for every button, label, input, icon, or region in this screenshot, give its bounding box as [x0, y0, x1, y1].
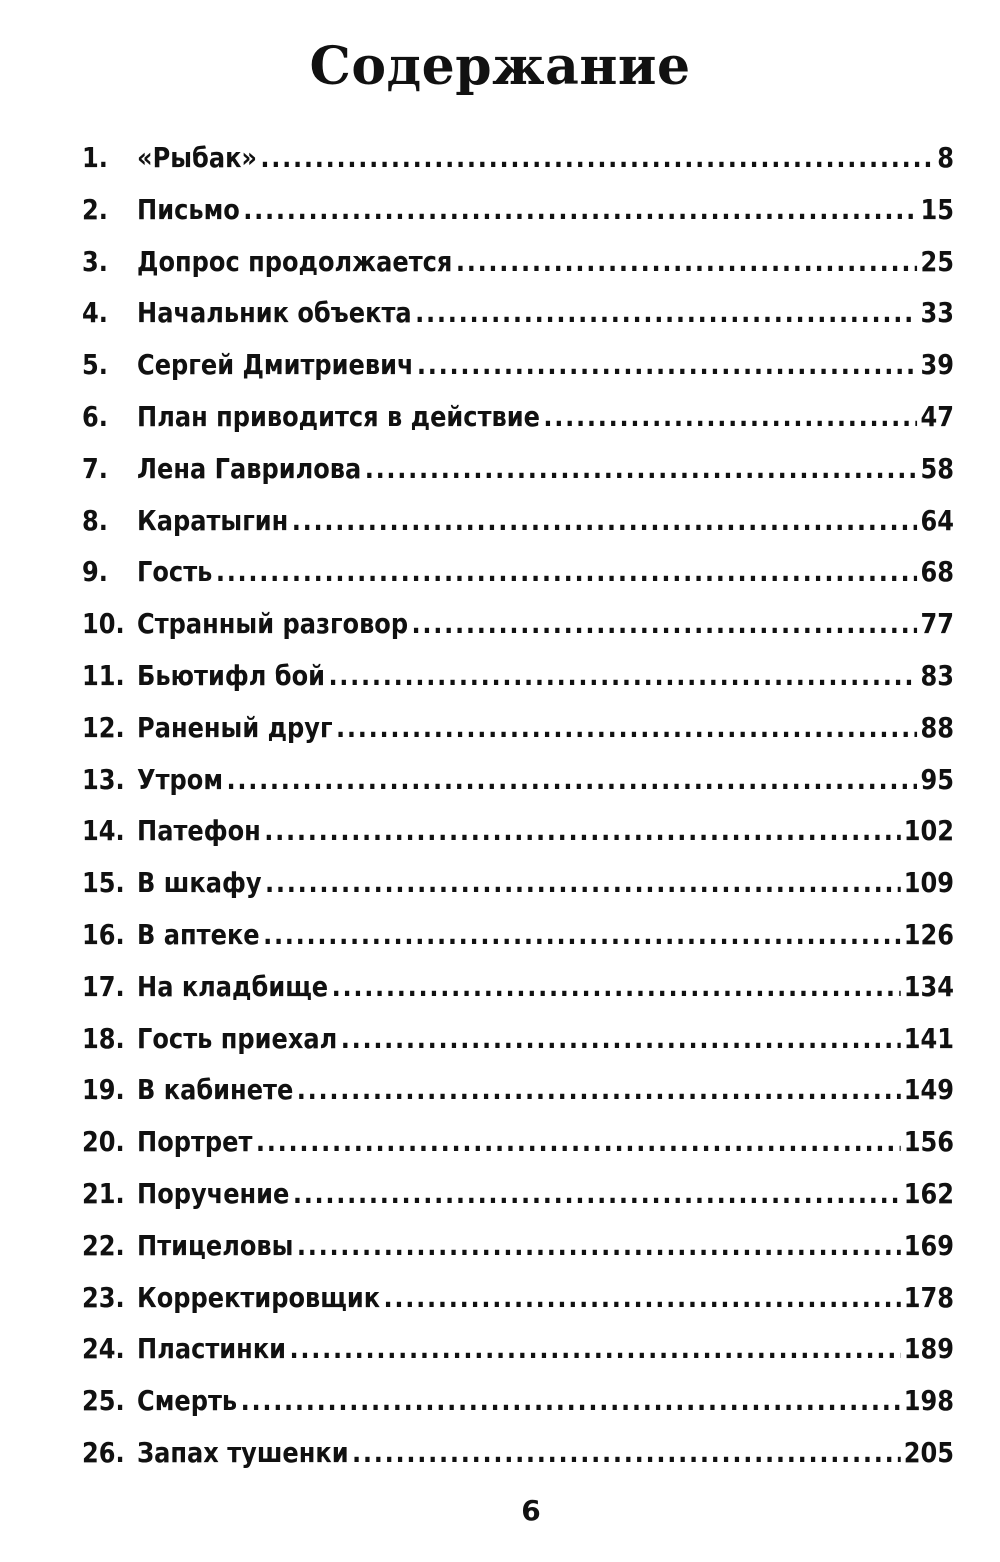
table-of-contents: [82, 132, 954, 1479]
entry-number: 5.: [82, 348, 108, 382]
entry-title: Каратыгин: [137, 503, 289, 537]
toc-entry: [82, 339, 954, 391]
entry-page-number: 64: [920, 503, 955, 537]
toc-entry: [82, 132, 954, 184]
dot-leader: [216, 546, 917, 598]
entry-title: На кладбище: [137, 969, 329, 1003]
dot-leader: [543, 391, 917, 443]
entry-page-number: 169: [903, 1228, 955, 1262]
toc-entry: [82, 805, 954, 857]
dot-leader: [289, 1323, 900, 1375]
entry-number: 26.: [82, 1435, 125, 1469]
toc-entry: [82, 754, 954, 806]
toc-entry: [82, 1272, 954, 1324]
entry-number: 20.: [82, 1125, 125, 1159]
dot-leader: [256, 1116, 900, 1168]
entry-page-number: 47: [920, 399, 955, 433]
dot-leader: [456, 236, 917, 288]
entry-number: 11.: [82, 658, 125, 692]
dot-leader: [260, 132, 933, 184]
entry-number: 13.: [82, 762, 125, 796]
entry-page-number: 205: [903, 1435, 955, 1469]
entry-title: Патефон: [137, 814, 261, 848]
dot-leader: [341, 1013, 901, 1065]
dot-leader: [365, 443, 917, 495]
toc-entry: [82, 236, 954, 288]
entry-page-number: 156: [903, 1125, 955, 1159]
dot-leader: [384, 1272, 901, 1324]
entry-page-number: 8: [937, 141, 955, 174]
entry-number: 18.: [82, 1021, 125, 1055]
dot-leader: [243, 184, 917, 236]
dot-leader: [332, 961, 901, 1013]
dot-leader: [226, 754, 917, 806]
entry-number: 3.: [82, 244, 108, 278]
toc-entry: [82, 391, 954, 443]
entry-number: 25.: [82, 1384, 125, 1418]
toc-entry: [82, 909, 954, 961]
dot-leader: [417, 339, 917, 391]
entry-number: 16.: [82, 917, 125, 951]
toc-entry: [82, 1116, 954, 1168]
dot-leader: [263, 909, 900, 961]
entry-title: Запах тушенки: [137, 1435, 349, 1469]
entry-page-number: 68: [920, 555, 955, 589]
dot-leader: [352, 1427, 900, 1479]
entry-number: 10.: [82, 607, 125, 641]
toc-entry: [82, 1013, 954, 1065]
toc-entry: [82, 961, 954, 1013]
entry-title: Допрос продолжается: [137, 244, 453, 278]
dot-leader: [297, 1220, 900, 1272]
entry-title: Гость: [137, 555, 213, 589]
entry-title: Портрет: [137, 1125, 253, 1159]
entry-page-number: 149: [903, 1073, 955, 1107]
entry-title: Корректировщик: [137, 1280, 381, 1314]
entry-number: 22.: [82, 1228, 125, 1262]
toc-entry: [82, 702, 954, 754]
entry-page-number: 95: [920, 762, 955, 796]
dot-leader: [328, 650, 917, 702]
dot-leader: [297, 1064, 901, 1116]
entry-title: Странный разговор: [137, 607, 409, 641]
entry-page-number: 102: [903, 814, 955, 848]
entry-number: 23.: [82, 1280, 125, 1314]
entry-page-number: 189: [903, 1332, 955, 1366]
toc-entry: [82, 598, 954, 650]
dot-leader: [336, 702, 917, 754]
entry-title: Сергей Дмитриевич: [137, 348, 414, 382]
entry-page-number: 126: [903, 917, 955, 951]
entry-title: Утром: [137, 762, 224, 796]
entry-title: В кабинете: [137, 1073, 294, 1107]
entry-title: Поручение: [137, 1176, 290, 1210]
entry-number: 2.: [82, 192, 108, 226]
entry-title: В аптеке: [137, 917, 260, 951]
toc-entry: [82, 1064, 954, 1116]
dot-leader: [241, 1375, 901, 1427]
entry-number: 9.: [82, 555, 108, 589]
entry-page-number: 25: [920, 244, 955, 278]
entry-number: 8.: [82, 503, 108, 537]
entry-title: Раненый друг: [137, 710, 333, 744]
entry-number: 21.: [82, 1176, 125, 1210]
dot-leader: [265, 857, 900, 909]
entry-page-number: 88: [920, 710, 955, 744]
toc-entry: [82, 443, 954, 495]
entry-number: 12.: [82, 710, 125, 744]
toc-entry: [82, 1323, 954, 1375]
toc-entry: [82, 857, 954, 909]
entry-number: 7.: [82, 451, 108, 485]
entry-page-number: 198: [903, 1384, 955, 1418]
dot-leader: [293, 1168, 901, 1220]
entry-number: 24.: [82, 1332, 125, 1366]
entry-title: «Рыбак»: [137, 141, 257, 174]
entry-title: Письмо: [137, 192, 240, 226]
entry-page-number: 15: [920, 192, 955, 226]
toc-entry: [82, 1220, 954, 1272]
entry-page-number: 134: [903, 969, 955, 1003]
entry-page-number: 178: [903, 1280, 955, 1314]
entry-title: Начальник объекта: [137, 296, 412, 330]
dot-leader: [292, 495, 917, 547]
entry-number: 17.: [82, 969, 125, 1003]
entry-page-number: 109: [903, 866, 955, 900]
dot-leader: [264, 805, 900, 857]
toc-entry: [82, 184, 954, 236]
entry-page-number: 33: [920, 296, 955, 330]
entry-title: План приводится в действие: [137, 399, 540, 433]
entry-number: 6.: [82, 399, 108, 433]
entry-title: В шкафу: [137, 866, 262, 900]
entry-number: 4.: [82, 296, 108, 330]
toc-entry: [82, 1427, 954, 1479]
toc-entry: [82, 650, 954, 702]
toc-entry: [82, 287, 954, 339]
toc-entry: [82, 546, 954, 598]
entry-page-number: 141: [903, 1021, 955, 1055]
page-footer-number: 6: [521, 1494, 541, 1527]
entry-page-number: 83: [920, 658, 955, 692]
toc-entry: [82, 495, 954, 547]
toc-entry: [82, 1168, 954, 1220]
entry-title: Пластинки: [137, 1332, 287, 1366]
entry-page-number: 77: [920, 607, 955, 641]
entry-number: 14.: [82, 814, 125, 848]
entry-title: Гость приехал: [137, 1021, 338, 1055]
entry-title: Смерть: [137, 1384, 238, 1418]
dot-leader: [412, 598, 918, 650]
toc-entry: [82, 1375, 954, 1427]
entry-number: 19.: [82, 1073, 125, 1107]
entry-page-number: 162: [903, 1176, 955, 1210]
entry-number: 1.: [82, 141, 108, 174]
entry-page-number: 58: [920, 451, 955, 485]
entry-title: Лена Гаврилова: [137, 451, 362, 485]
entry-title: Бьютифл бой: [137, 658, 326, 692]
entry-page-number: 39: [920, 348, 955, 382]
entry-title: Птицеловы: [137, 1228, 294, 1262]
page-title: Содержание: [309, 36, 691, 97]
entry-number: 15.: [82, 866, 125, 900]
dot-leader: [415, 287, 917, 339]
